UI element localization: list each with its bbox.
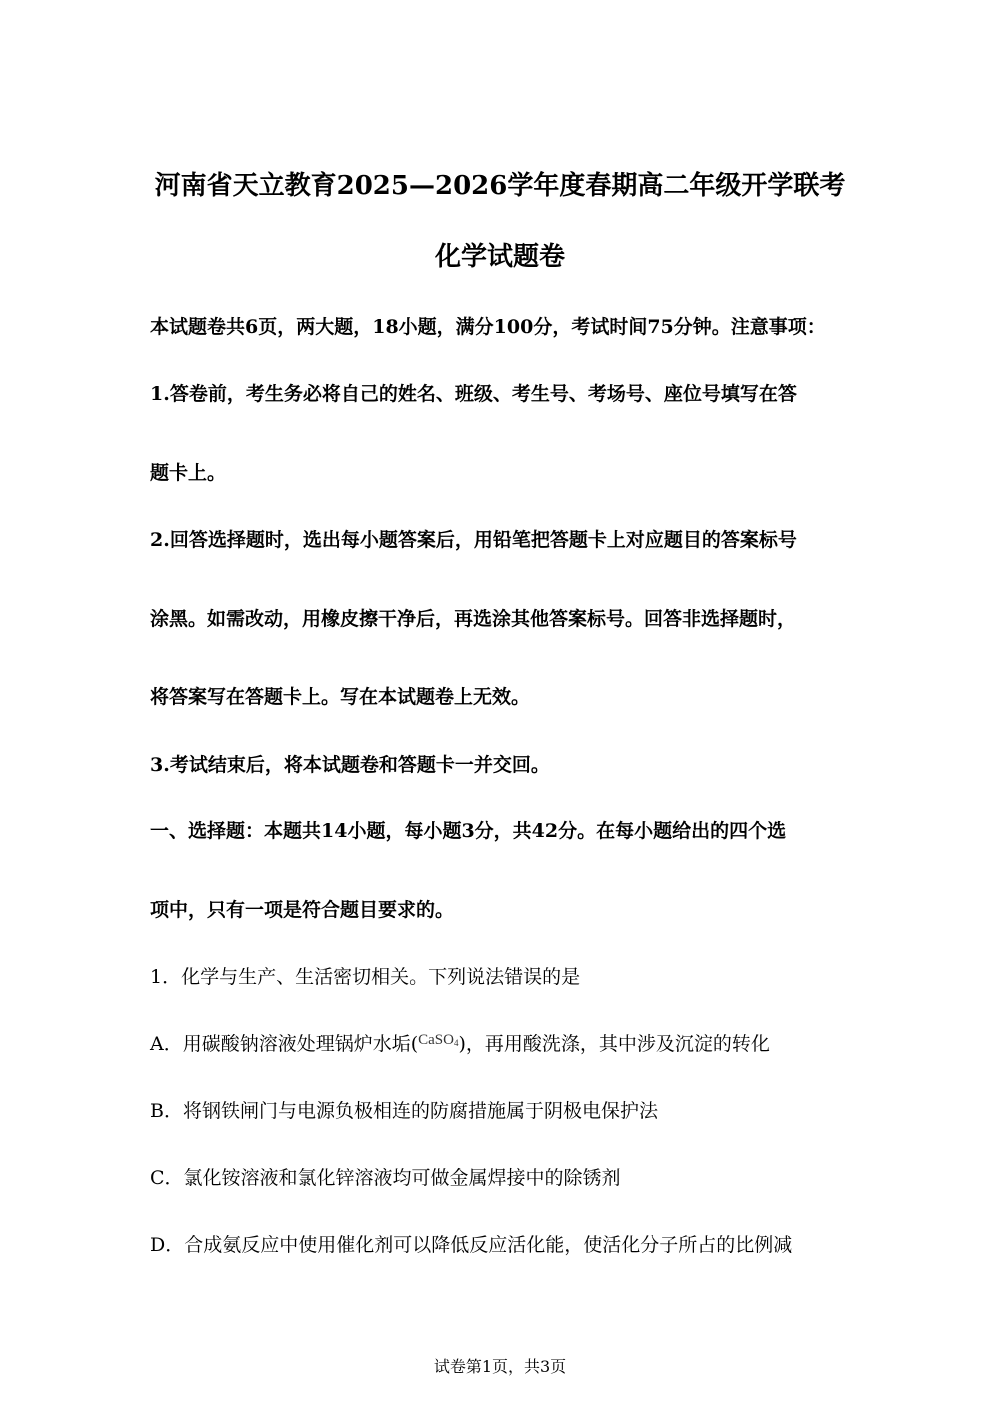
formula-subscript: 4	[453, 1038, 459, 1048]
notice-item-3: 3.考试结束后，将本试题卷和答题卡一并交回。	[150, 754, 550, 776]
notice-item-2-cont: 涂黑。如需改动，用橡皮擦干净后，再选涂其他答案标号。回答非选择题时，	[150, 608, 797, 630]
notice-intro: 本试题卷共6页，两大题，18小题，满分100分，考试时间75分钟。注意事项：	[150, 316, 826, 338]
exam-subtitle: 化学试题卷	[434, 242, 565, 272]
section-heading-cont: 项中，只有一项是符合题目要求的。	[150, 899, 455, 921]
option-a-text: A．用碳酸钠溶液处理锅炉水垢(	[150, 1033, 419, 1055]
notice-item-2: 2.回答选择题时，选出每小题答案后，用铅笔把答题卡上对应题目的答案标号	[150, 529, 797, 551]
section-heading: 一、选择题：本题共14小题，每小题3分，共42分。在每小题给出的四个选	[150, 820, 787, 842]
exam-title: 河南省天立教育2025—2026学年度春期高二年级开学联考	[154, 171, 846, 201]
chemical-formula	[418, 1032, 458, 1048]
page-footer: 试卷第1页，共3页	[433, 1357, 567, 1376]
question-1-option-a	[150, 1032, 770, 1055]
question-1-stem: 1．化学与生产、生活密切相关。下列说法错误的是	[150, 966, 581, 988]
notice-item-2-cont2: 将答案写在答题卡上。写在本试题卷上无效。	[150, 686, 531, 708]
question-1-option-b: B．将钢铁闸门与电源负极相连的防腐措施属于阴极电保护法	[150, 1100, 658, 1122]
formula-base: CaSO	[418, 1032, 454, 1048]
notice-item-1-cont: 题卡上。	[150, 462, 227, 484]
question-1-option-c: C．氯化铵溶液和氯化锌溶液均可做金属焊接中的除锈剂	[150, 1167, 621, 1189]
notice-item-1: 1.答卷前，考生务必将自己的姓名、班级、考生号、考场号、座位号填写在答	[150, 383, 797, 405]
question-1-option-d: D．合成氨反应中使用催化剂可以降低反应活化能，使活化分子所占的比例减	[150, 1234, 793, 1256]
option-a-text-end: )，再用酸洗涤，其中涉及沉淀的转化	[458, 1033, 770, 1055]
